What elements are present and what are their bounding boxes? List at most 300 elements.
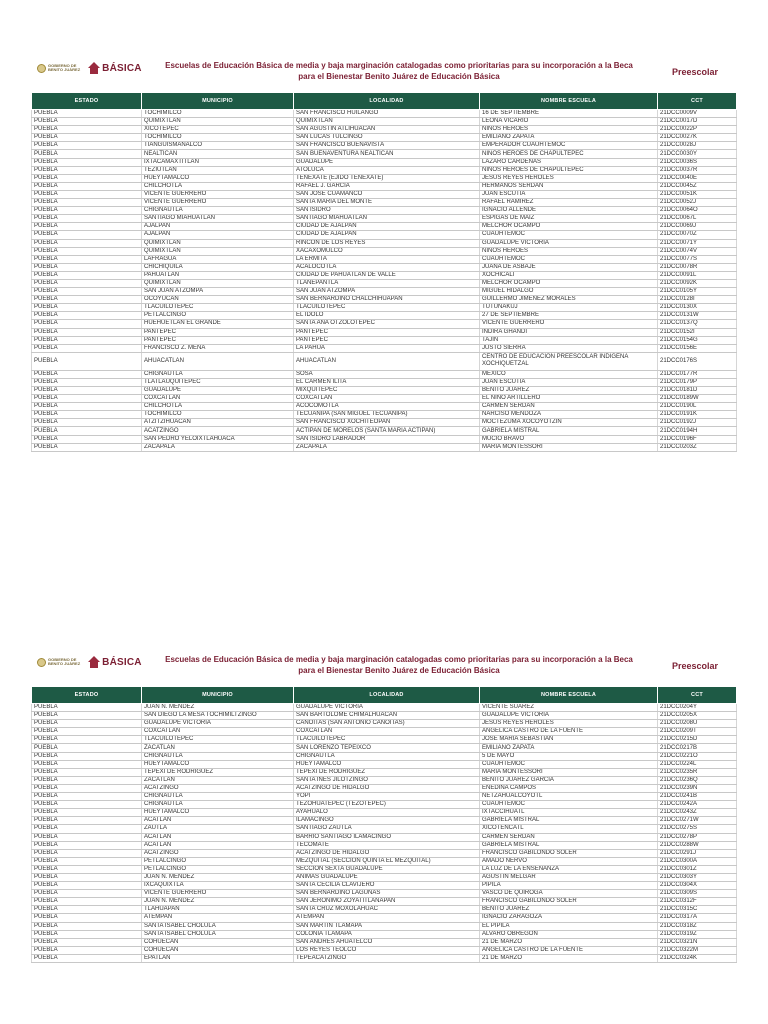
cell-localidad: PANTEPEC: [294, 328, 480, 336]
table-row: [32, 328, 737, 336]
cell-municipio: GUADALUPE VICTORIA: [142, 720, 294, 728]
cell-cct: 21DCC0312F: [658, 898, 737, 906]
cell-municipio: TEZIUTLAN: [142, 166, 294, 174]
cell-nombre-escuela: TAJIN: [480, 336, 658, 344]
table-row: [32, 395, 737, 403]
cell-cct: 21DCC0196F: [658, 435, 737, 443]
table-row: [32, 110, 737, 118]
logos: [37, 62, 142, 74]
table-body: [32, 704, 737, 963]
cell-municipio: COHUECAN: [142, 938, 294, 946]
cell-estado: PUEBLA: [32, 841, 142, 849]
cell-estado: PUEBLA: [32, 239, 142, 247]
cell-nombre-escuela: IXTACCIHUATL: [480, 809, 658, 817]
cell-localidad: RINCON DE LOS REYES: [294, 239, 480, 247]
cell-estado: PUEBLA: [32, 768, 142, 776]
cell-cct: 21DCC0128I: [658, 296, 737, 304]
cell-nombre-escuela: XICOTENCATL: [480, 825, 658, 833]
cell-municipio: AJALPAN: [142, 223, 294, 231]
cell-estado: PUEBLA: [32, 946, 142, 954]
cell-cct: 21DCC0071Y: [658, 239, 737, 247]
column-header-estado: ESTADO: [32, 93, 142, 110]
cell-cct: 21DCC0181D: [658, 387, 737, 395]
cell-nombre-escuela: CUAUHTEMOC: [480, 231, 658, 239]
table-row: [32, 378, 737, 386]
cell-localidad: CIUDAD DE AJALPAN: [294, 223, 480, 231]
table-row: [32, 906, 737, 914]
cell-cct: 21DCC0291J: [658, 849, 737, 857]
cell-estado: PUEBLA: [32, 255, 142, 263]
cell-estado: PUEBLA: [32, 704, 142, 712]
cell-localidad: SAN MARTIN TLAMAPA: [294, 922, 480, 930]
education-level: Preescolar: [671, 67, 718, 77]
column-header-cct: CCT: [658, 93, 737, 110]
cell-nombre-escuela: ESPIGAS DE MAIZ: [480, 215, 658, 223]
cell-nombre-escuela: TUTUNAKUJ: [480, 304, 658, 312]
table-row: [32, 304, 737, 312]
cell-nombre-escuela: XOCHICALI: [480, 271, 658, 279]
cell-cct: 21DCC0067L: [658, 215, 737, 223]
cell-cct: 21DCC0221O: [658, 752, 737, 760]
cell-municipio: ACATZINGO: [142, 849, 294, 857]
cell-cct: 21DCC0191K: [658, 411, 737, 419]
table-row: [32, 344, 737, 352]
cell-nombre-escuela: VICENTE GUERRERO: [480, 320, 658, 328]
cell-cct: 21DCC0271W: [658, 817, 737, 825]
cell-cct: 21DCC0074V: [658, 247, 737, 255]
table-row: [32, 752, 737, 760]
cell-cct: 21DCC0209T: [658, 728, 737, 736]
cell-localidad: LOS REYES TEOLCO: [294, 946, 480, 954]
cell-estado: PUEBLA: [32, 271, 142, 279]
table-row: [32, 263, 737, 271]
cell-cct: 21DCC0051K: [658, 190, 737, 198]
cell-cct: 21DCC0017D: [658, 118, 737, 126]
cell-municipio: VICENTE GUERRERO: [142, 190, 294, 198]
cell-nombre-escuela: GUADALUPE VICTORIA: [480, 712, 658, 720]
cell-localidad: AYAHUALO: [294, 809, 480, 817]
cell-nombre-escuela: PIPILA: [480, 882, 658, 890]
cell-cct: 21DCC0194H: [658, 427, 737, 435]
report-page-1: [31, 58, 736, 452]
cell-municipio: FRANCISCO Z. MENA: [142, 344, 294, 352]
cell-estado: PUEBLA: [32, 898, 142, 906]
cell-municipio: ACATLAN: [142, 817, 294, 825]
table-row: [32, 411, 737, 419]
table-row: [32, 387, 737, 395]
cell-estado: PUEBLA: [32, 427, 142, 435]
cell-municipio: COHUECAN: [142, 946, 294, 954]
cell-nombre-escuela: NINOS HEROES: [480, 126, 658, 134]
cell-municipio: PANTEPEC: [142, 328, 294, 336]
cell-municipio: SAN DIEGO LA MESA TOCHIMILTZINGO: [142, 712, 294, 720]
table-row: [32, 190, 737, 198]
cell-estado: PUEBLA: [32, 833, 142, 841]
table-row: [32, 849, 737, 857]
cell-estado: PUEBLA: [32, 344, 142, 352]
cell-estado: PUEBLA: [32, 387, 142, 395]
cell-localidad: SAN LUCAS TULCINGO: [294, 134, 480, 142]
cell-cct: 21DCC0300A: [658, 857, 737, 865]
table-row: [32, 704, 737, 712]
cell-estado: PUEBLA: [32, 760, 142, 768]
cell-estado: PUEBLA: [32, 890, 142, 898]
cell-localidad: TECUANIPA (SAN MIGUEL TECUANIPA): [294, 411, 480, 419]
table-row: [32, 801, 737, 809]
document-title: [144, 654, 654, 676]
cell-municipio: HUEYTAMALCO: [142, 174, 294, 182]
cell-nombre-escuela: GUADALUPE VICTORIA: [480, 239, 658, 247]
cell-estado: PUEBLA: [32, 378, 142, 386]
cell-cct: 21DCC0131W: [658, 312, 737, 320]
cell-municipio: TLAHUAPAN: [142, 906, 294, 914]
cell-estado: PUEBLA: [32, 166, 142, 174]
gob-logo-line2: BENITO JUÁREZ: [48, 661, 81, 666]
cell-estado: PUEBLA: [32, 736, 142, 744]
cell-estado: PUEBLA: [32, 263, 142, 271]
basica-logo: [88, 656, 142, 668]
cell-estado: PUEBLA: [32, 419, 142, 427]
title-line-2: para el Bienestar Benito Juárez de Educación Básica: [298, 72, 500, 81]
cell-estado: PUEBLA: [32, 312, 142, 320]
cell-localidad: GUADALUPE: [294, 158, 480, 166]
cell-municipio: ATZITZIHUACAN: [142, 419, 294, 427]
table-row: [32, 427, 737, 435]
table-row: [32, 239, 737, 247]
cell-cct: 21DCC0235R: [658, 768, 737, 776]
cell-nombre-escuela: GABRIELA MISTRAL: [480, 817, 658, 825]
cell-estado: PUEBLA: [32, 728, 142, 736]
cell-municipio: PANTEPEC: [142, 336, 294, 344]
table-row: [32, 793, 737, 801]
cell-nombre-escuela: BENITO JUAREZ: [480, 906, 658, 914]
table-row: [32, 199, 737, 207]
cell-estado: PUEBLA: [32, 882, 142, 890]
title-line-2: para el Bienestar Benito Juárez de Educación Básica: [298, 666, 500, 675]
cell-localidad: PANTEPEC: [294, 336, 480, 344]
cell-cct: 21DCC0137Q: [658, 320, 737, 328]
cell-localidad: SANTA CECILIA CLAVIJERO: [294, 882, 480, 890]
cell-nombre-escuela: MEXICO: [480, 370, 658, 378]
cell-estado: PUEBLA: [32, 793, 142, 801]
cell-estado: PUEBLA: [32, 403, 142, 411]
basica-logo-text: BÁSICA: [102, 62, 142, 74]
cell-localidad: CHIGNAUTLA: [294, 752, 480, 760]
cell-nombre-escuela: LA LUZ DE LA ENSENANZA: [480, 865, 658, 873]
government-logo: [37, 64, 80, 73]
cell-estado: PUEBLA: [32, 712, 142, 720]
table-row: [32, 712, 737, 720]
table-row: [32, 403, 737, 411]
cell-localidad: XACAXOMULCO: [294, 247, 480, 255]
cell-cct: 21DCC0205X: [658, 712, 737, 720]
cell-nombre-escuela: MIGUEL HIDALGO: [480, 288, 658, 296]
cell-cct: 21DCC0045Z: [658, 182, 737, 190]
cell-localidad: TEPEACATZINGO: [294, 954, 480, 962]
table-row: [32, 150, 737, 158]
table-row: [32, 954, 737, 962]
cell-cct: 21DCC0243Z: [658, 809, 737, 817]
cell-localidad: TEPEXI DE RODRIGUEZ: [294, 768, 480, 776]
cell-localidad: COLONIA TLAMAPA: [294, 930, 480, 938]
table-row: [32, 768, 737, 776]
cell-municipio: HUEHUETLAN EL GRANDE: [142, 320, 294, 328]
cell-nombre-escuela: JUANA DE ASBAJE: [480, 263, 658, 271]
cell-nombre-escuela: JOSE MARIA SEBASTIAN: [480, 736, 658, 744]
cell-nombre-escuela: JESUS REYES HEROLES: [480, 720, 658, 728]
cell-cct: 21DCC0177R: [658, 370, 737, 378]
column-header-municipio: MUNICIPIO: [142, 687, 294, 704]
cell-cct: 21DCC0303Y: [658, 873, 737, 881]
cell-estado: PUEBLA: [32, 817, 142, 825]
cell-nombre-escuela: RAFAEL RAMIREZ: [480, 199, 658, 207]
cell-estado: PUEBLA: [32, 190, 142, 198]
cell-localidad: ATOLUCA: [294, 166, 480, 174]
table-row: [32, 930, 737, 938]
cell-estado: PUEBLA: [32, 182, 142, 190]
cell-localidad: ZACAPALA: [294, 443, 480, 451]
table-row: [32, 231, 737, 239]
seal-icon: [37, 64, 46, 73]
cell-localidad: SANTA ANA OTZOLOTEPEC: [294, 320, 480, 328]
cell-estado: PUEBLA: [32, 118, 142, 126]
cell-localidad: ACTIPAN DE MORELOS (SANTA MARIA ACTIPAN): [294, 427, 480, 435]
cell-estado: PUEBLA: [32, 207, 142, 215]
cell-estado: PUEBLA: [32, 328, 142, 336]
cell-cct: 21DCC0040E: [658, 174, 737, 182]
cell-nombre-escuela: BENITO JUAREZ: [480, 387, 658, 395]
table-row: [32, 271, 737, 279]
cell-nombre-escuela: MARIA MONTESSORI: [480, 443, 658, 451]
cell-municipio: HUEYTAMALCO: [142, 809, 294, 817]
gob-logo-line2: BENITO JUÁREZ: [48, 67, 81, 72]
cell-nombre-escuela: ANGELICA CASTRO DE LA FUENTE: [480, 728, 658, 736]
table-row: [32, 946, 737, 954]
cell-localidad: SAN ISIDRO LABRADOR: [294, 435, 480, 443]
cell-nombre-escuela: EMILIANO ZAPATA: [480, 744, 658, 752]
cell-municipio: CHIGNAUTLA: [142, 370, 294, 378]
cell-cct: 21DCC0156E: [658, 344, 737, 352]
cell-cct: 21DCC0192J: [658, 419, 737, 427]
cell-cct: 21DCC0130X: [658, 304, 737, 312]
page-header: [31, 58, 736, 92]
table-row: [32, 857, 737, 865]
gob-logo-line1: GOBIERNO DE: [48, 656, 77, 662]
table-row: [32, 914, 737, 922]
cell-estado: PUEBLA: [32, 296, 142, 304]
cell-estado: PUEBLA: [32, 215, 142, 223]
cell-nombre-escuela: LAZARO CARDENAS: [480, 158, 658, 166]
table-row: [32, 720, 737, 728]
cell-municipio: PETLALCINGO: [142, 312, 294, 320]
table-body: [32, 110, 737, 452]
cell-nombre-escuela: CUAUHTEMOC: [480, 760, 658, 768]
table-row: [32, 320, 737, 328]
cell-estado: PUEBLA: [32, 199, 142, 207]
cell-estado: PUEBLA: [32, 336, 142, 344]
cell-cct: 21DCC0189W: [658, 395, 737, 403]
cell-localidad: ACATZINGO DE HIDALGO: [294, 784, 480, 792]
cell-nombre-escuela: LEONA VICARIO: [480, 118, 658, 126]
cell-localidad: TEZOHUATEPEC (TEZOTEPEC): [294, 801, 480, 809]
cell-cct: 21DCC0077S: [658, 255, 737, 263]
table-row: [32, 841, 737, 849]
cell-estado: PUEBLA: [32, 279, 142, 287]
cell-nombre-escuela: NINOS HEROES: [480, 247, 658, 255]
cell-cct: 21DCC0239N: [658, 784, 737, 792]
cell-estado: PUEBLA: [32, 865, 142, 873]
table-row: [32, 158, 737, 166]
cell-municipio: OCOYUCAN: [142, 296, 294, 304]
table-row: [32, 419, 737, 427]
cell-municipio: ZAUTLA: [142, 825, 294, 833]
cell-estado: PUEBLA: [32, 134, 142, 142]
cell-municipio: ZACATLAN: [142, 744, 294, 752]
cell-estado: PUEBLA: [32, 914, 142, 922]
cell-municipio: SANTIAGO MIAHUATLAN: [142, 215, 294, 223]
cell-localidad: ILAMACINGO: [294, 817, 480, 825]
cell-municipio: ZACAPALA: [142, 443, 294, 451]
cell-municipio: CHIGNAUTLA: [142, 207, 294, 215]
table-row: [32, 134, 737, 142]
cell-municipio: EPATLAN: [142, 954, 294, 962]
table-row: [32, 922, 737, 930]
cell-municipio: PETLALCINGO: [142, 865, 294, 873]
cell-cct: 21DCC0070Z: [658, 231, 737, 239]
cell-nombre-escuela: VICENTE SUAREZ: [480, 704, 658, 712]
cell-municipio: CHIGNAUTLA: [142, 752, 294, 760]
cell-cct: 21DCC0179P: [658, 378, 737, 386]
cell-municipio: IXTACAMAXTITLAN: [142, 158, 294, 166]
cell-localidad: SAN JOSE CUAMANCO: [294, 190, 480, 198]
cell-localidad: QUIMIXTLAN: [294, 118, 480, 126]
table-row: [32, 728, 737, 736]
cell-localidad: TLACUILOTEPEC: [294, 736, 480, 744]
cell-estado: PUEBLA: [32, 906, 142, 914]
cell-localidad: YOPI: [294, 793, 480, 801]
cell-nombre-escuela: NINOS HEROES DE CHAPULTEPEC: [480, 166, 658, 174]
cell-nombre-escuela: FRANCISCO GABILONDO SOLER: [480, 898, 658, 906]
cell-cct: 21DCC0236Q: [658, 776, 737, 784]
cell-nombre-escuela: AMADO NERVO: [480, 857, 658, 865]
cell-localidad: CIUDAD DE PAHUATLAN DE VALLE: [294, 271, 480, 279]
cell-municipio: JUAN N. MENDEZ: [142, 704, 294, 712]
cell-localidad: SAN FRANCISCO XOCHITEOPAN: [294, 419, 480, 427]
table-row: [32, 223, 737, 231]
cell-cct: 21DCC0288W: [658, 841, 737, 849]
cell-estado: PUEBLA: [32, 849, 142, 857]
cell-cct: 21DCC0105Y: [658, 288, 737, 296]
table-row: [32, 890, 737, 898]
column-header-estado: ESTADO: [32, 687, 142, 704]
cell-municipio: PETLALCINGO: [142, 857, 294, 865]
cell-municipio: ATEMPAN: [142, 914, 294, 922]
column-header-localidad: LOCALIDAD: [294, 93, 480, 110]
cell-nombre-escuela: EL PIPILA: [480, 922, 658, 930]
cell-localidad: SAN ISIDRO: [294, 207, 480, 215]
cell-cct: 21DCC0022P: [658, 126, 737, 134]
cell-nombre-escuela: JUAN ESCUTIA: [480, 378, 658, 386]
cell-estado: PUEBLA: [32, 142, 142, 150]
cell-estado: PUEBLA: [32, 776, 142, 784]
cell-estado: PUEBLA: [32, 320, 142, 328]
table-row: [32, 255, 737, 263]
cell-localidad: SAN AGUSTIN ATLIHUACAN: [294, 126, 480, 134]
table-row: [32, 817, 737, 825]
cell-localidad: TLANEPANTLA: [294, 279, 480, 287]
cell-nombre-escuela: GUILLERMO JIMENEZ MORALES: [480, 296, 658, 304]
table-row: [32, 126, 737, 134]
cell-cct: 21DCC0319Z: [658, 930, 737, 938]
cell-localidad: LA ERMITA: [294, 255, 480, 263]
cell-municipio: XICOTEPEC: [142, 126, 294, 134]
cell-nombre-escuela: MOCTEZUMA XOCOYOTZIN: [480, 419, 658, 427]
government-logo: [37, 658, 80, 667]
cell-nombre-escuela: ENEDINA CAMPOS: [480, 784, 658, 792]
document-title: [144, 60, 654, 82]
cell-municipio: TLACUILOTEPEC: [142, 736, 294, 744]
table-row: [32, 760, 737, 768]
cell-localidad: CIUDAD DE AJALPAN: [294, 231, 480, 239]
cell-cct: 21DCC0315C: [658, 906, 737, 914]
cell-cct: 21DCC0224L: [658, 760, 737, 768]
cell-estado: PUEBLA: [32, 938, 142, 946]
cell-municipio: TEPEXI DE RODRIGUEZ: [142, 768, 294, 776]
cell-municipio: ACATZINGO: [142, 784, 294, 792]
cell-nombre-escuela: GABRIELA MISTRAL: [480, 841, 658, 849]
cell-cct: 21DCC0176S: [658, 352, 737, 370]
cell-localidad: SANTIAGO ZAUTLA: [294, 825, 480, 833]
table-row: [32, 825, 737, 833]
school-house-icon: [88, 62, 100, 74]
cell-nombre-escuela: CARMEN SERDAN: [480, 833, 658, 841]
cell-nombre-escuela: JUAN ESCUTIA: [480, 190, 658, 198]
cell-estado: PUEBLA: [32, 801, 142, 809]
cell-municipio: CHIGNAUTLA: [142, 793, 294, 801]
cell-estado: PUEBLA: [32, 395, 142, 403]
column-header-localidad: LOCALIDAD: [294, 687, 480, 704]
cell-estado: PUEBLA: [32, 744, 142, 752]
basica-logo-text: BÁSICA: [102, 656, 142, 668]
cell-cct: 21DCC0078R: [658, 263, 737, 271]
cell-estado: PUEBLA: [32, 411, 142, 419]
cell-nombre-escuela: AGUSTIN MELGAR: [480, 873, 658, 881]
cell-municipio: TOCHIMILCO: [142, 110, 294, 118]
cell-estado: PUEBLA: [32, 223, 142, 231]
cell-localidad: SAN JUAN ATZOMPA: [294, 288, 480, 296]
cell-estado: PUEBLA: [32, 352, 142, 370]
cell-estado: PUEBLA: [32, 288, 142, 296]
cell-localidad: SECCION SEXTA GUADALUPE: [294, 865, 480, 873]
cell-municipio: GUADALUPE: [142, 387, 294, 395]
cell-cct: 21DCC0321N: [658, 938, 737, 946]
table-row: [32, 336, 737, 344]
table-row: [32, 882, 737, 890]
table-row: [32, 142, 737, 150]
basica-logo: [88, 62, 142, 74]
cell-localidad: SAN BERNARDINO CHALCHIHUAPAN: [294, 296, 480, 304]
cell-nombre-escuela: GABRIELA MISTRAL: [480, 427, 658, 435]
cell-nombre-escuela: EL NINO ARTILLERO: [480, 395, 658, 403]
table-row: [32, 938, 737, 946]
cell-localidad: TECOMATE: [294, 841, 480, 849]
table-row: [32, 182, 737, 190]
table-row: [32, 247, 737, 255]
cell-municipio: QUIMIXTLAN: [142, 247, 294, 255]
cell-estado: PUEBLA: [32, 752, 142, 760]
table-row: [32, 776, 737, 784]
cell-municipio: COXCATLAN: [142, 728, 294, 736]
